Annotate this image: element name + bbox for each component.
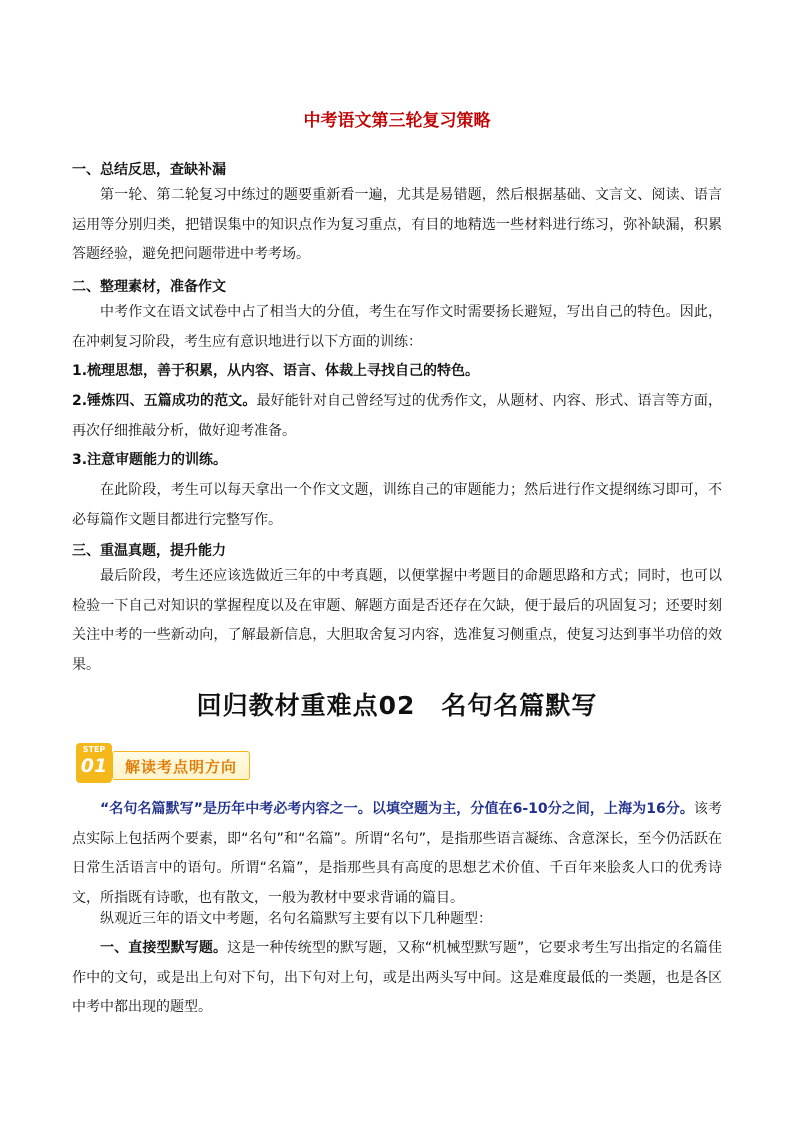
section-paragraph-2b: 在此阶段，考生可以每天拿出一个作文文题，训练自己的审题能力；然后进行作文提纲练习即可，不必每篇作文题目都进行完整写作。 <box>72 482 722 528</box>
intro-paragraph <box>72 795 722 913</box>
chapter-heading: 回归教材重难点02 名句名篇默写 <box>196 691 598 720</box>
step-number: 01 <box>80 755 108 777</box>
type1-paragraph <box>72 934 722 1023</box>
type1-text: 这是一种传统型的默写题，又称“机械型默写题”，它要求考生写出指定的名篇佳作中的文句，或是出上句对下句，出下句对上句，或是出两头写中间。这是难度最低的一类题，也是各区中考中都出现的题型。 <box>72 940 722 1015</box>
section-heading-1: 一、总结反思，查缺补漏 <box>72 162 226 178</box>
step-title: 解读考点明方向 <box>125 758 238 776</box>
list-item-2 <box>72 387 722 446</box>
step-label: STEP <box>82 745 106 754</box>
section-paragraph-1: 第一轮、第二轮复习中练过的题要重新看一遍，尤其是易错题，然后根据基础、文言文、阅读、语言运用等分别归类，把错误集中的知识点作为复习重点，有目的地精选一些材料进行练习，弥补缺漏，积累答题经验，避免把问题带进中考考场。 <box>72 187 722 262</box>
step-badge <box>76 743 256 789</box>
section-paragraph-3: 最后阶段，考生还应该选做近三年的中考真题，以便掌握中考题目的命题思路和方式；同时，也可以检验一下自己对知识的掌握程度以及在审题、解题方面是否还存在欠缺，便于最后的巩固复习；还要时刻关注中考的一些新动向，了解最新信息，大胆取舍复习内容，选准复习侧重点，使复习达到事半功倍的效果。 <box>72 568 722 673</box>
step-number-box <box>76 743 112 783</box>
section-heading-3: 三、重温真题，提升能力 <box>72 543 226 559</box>
intro-text: 该考点实际上包括两个要素，即“名句”和“名篇”。所谓“名句”，是指那些语言凝练、含意深长，至今仍活跃在日常生活语言中的语句。所谓“名篇”，是指那些具有高度的思想艺术价值、千百年来脍炙人口的优秀诗文，所指既有诗歌，也有散文，一般为教材中要求背诵的篇目。 <box>72 801 722 906</box>
survey-paragraph: 纵观近三年的语文中考题，名句名篇默写主要有以下几种题型： <box>100 911 492 927</box>
section-paragraph-2: 中考作文在语文试卷中占了相当大的分值，考生在写作文时需要扬长避短，写出自己的特色。因此，在冲刺复习阶段，考生应有意识地进行以下方面的训练： <box>72 304 722 350</box>
list-item-1: 1.梳理思想，善于积累，从内容、语言、体裁上寻找自己的特色。 <box>72 363 480 379</box>
document-title: 中考语文第三轮复习策略 <box>303 111 491 131</box>
section-heading-2: 二、整理素材，准备作文 <box>72 279 226 295</box>
list-item-2-text: 最好能针对自己曾经写过的优秀作文，从题材、内容、形式、语言等方面，再次仔细推敲分析，做好迎考准备。 <box>72 393 723 439</box>
step-banner <box>112 751 250 780</box>
intro-bold: “名句名篇默写”是历年中考必考内容之一。以填空题为主，分值在6-10分之间，上海为16分。 <box>100 801 694 817</box>
type1-bold: 一、直接型默写题。 <box>100 940 228 956</box>
list-item-2-bold: 2.锤炼四、五篇成功的范文。 <box>72 393 257 409</box>
list-item-3: 3.注意审题能力的训练。 <box>72 452 228 468</box>
